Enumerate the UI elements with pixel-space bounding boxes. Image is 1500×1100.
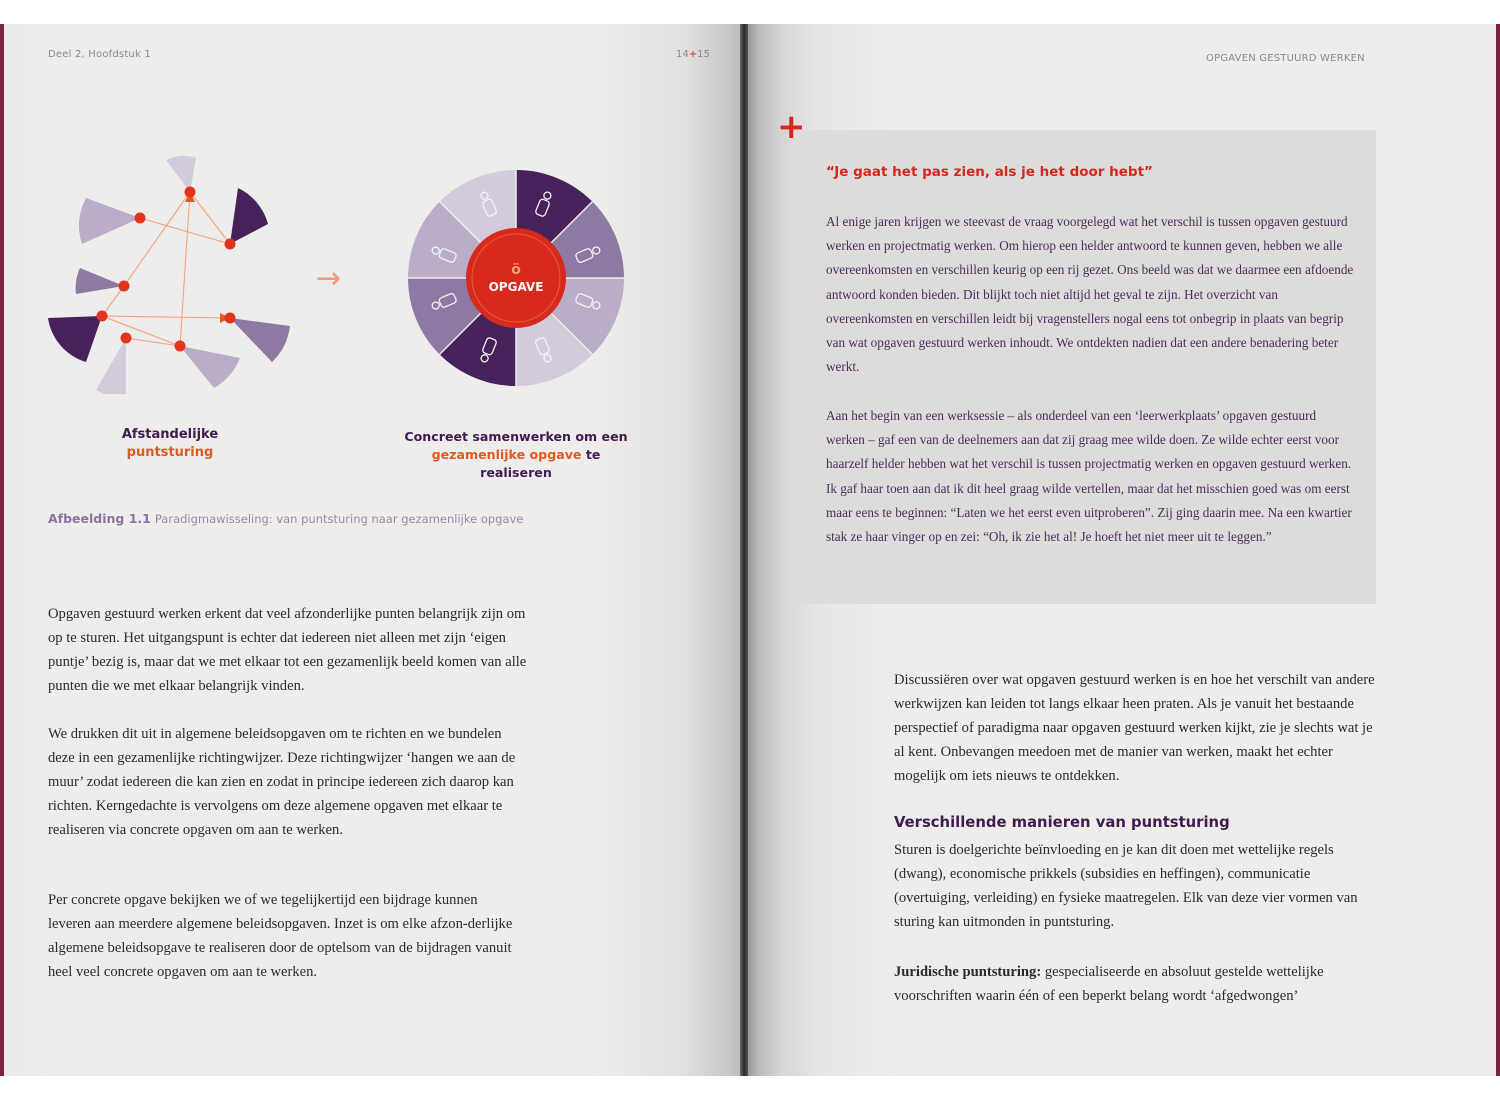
quote-paragraph-1: Al enige jaren krijgen we steevast de vraag voorgelegd wat het verschil is tussen opgaven gestuurd werken en projectmatig werken. Om hierop een helder antwoord te kunnen geven, hebben we alle overeenkomsten en verschillen keurig op een rij gezet. Ons beeld was dat we daarmee een afdoende antwoord konden bieden. Dit blijkt toch niet altijd het geval te zijn. Het overzicht van overeenkomsten en verschillen leidt bij vragenstellers nogal eens tot onbegrip in plaats van begrip van wat opgaven gestuurd werken inhoudt. We ontdekten nadien dat een andere benadering beter werkt.	[826, 214, 1354, 375]
point-node	[135, 213, 146, 224]
person-wedges	[48, 156, 290, 394]
person-wedge	[76, 268, 124, 294]
quote-box	[794, 130, 1376, 604]
body-paragraph-3: Per concrete opgave bekijken we of we tegelijkertijd een bijdrage kunnen leveren aan meerdere algemene beleidsopgaven. Inzet is om elke afzon-derlijke algemene beleidsopgave te realiseren door de optelsom van de bijdragen vanuit heel veel concrete opgaven om aan te werken.	[48, 892, 513, 980]
point-node	[175, 341, 186, 352]
person-wedge	[79, 198, 140, 244]
section-heading: Verschillende manieren van puntsturing	[894, 814, 1230, 831]
quote-paragraph-2: Aan het begin van een werksessie – als onderdeel van een ‘leerwerkplaats’ opgaven gestuurd werken – gaf een van de deelnemers aan dat zij graag mee wilde doen. Ze wilde echter eerst voor haarzelf helder hebben wat het verschil is tussen projectmatig werken en opgaven gestuurd werken. Ik gaf haar toen aan dat ik dit heel graag wilde vertellen, maar dat het misschien goed was om eerst maar eens te beginnen: “Laten we het eerst even uitproberen”. Zij ging daarin mee. Na een kwartier stak ze haar vinger op en zei: “Oh, ik zie het al! Je hoeft het niet meer uit te leggen.”	[826, 408, 1352, 545]
person-wedge	[48, 316, 102, 362]
connection-line	[102, 286, 124, 316]
person-wedge	[96, 338, 126, 394]
body-paragraph-2: We drukken dit uit in algemene beleidsopgaven om te richten en we bundelen deze in een gezamenlijke richtingwijzer. Deze richtingwijzer ‘hangen we aan de muur’ zodat iedereen die kan zien en zodat in principe iedereen zich daarop kan richten. Kerngedachte is vervolgens om deze algemene opgaven met elkaar te realiseren via concrete opgaven om aan te werken.	[48, 726, 516, 838]
connection-line	[124, 192, 190, 286]
point-node	[185, 187, 196, 198]
body-paragraph-discussion: Discussiëren over wat opgaven gestuurd werken is en hoe het verschilt van andere werkwijzen kan leiden tot langs elkaar heen praten. Als je vanuit het bestaande perspectief of paradigma naar opgaven gestuurd werken kijkt, zie je slechts wat je al kent. Onbevangen meedoen met de manier van werken, maakt het echter mogelijk om iets nieuws te ontdekken.	[894, 672, 1375, 784]
figure-caption-text: Paradigmawisseling: van puntsturing naar gezamenlijke opgave	[154, 512, 524, 526]
body-paragraph-juridical	[894, 960, 1380, 1008]
connection-line	[102, 316, 230, 318]
right-diagram-label	[396, 428, 636, 482]
page-numbers	[676, 49, 710, 60]
figure-caption-label: Afbeelding 1.1	[48, 511, 151, 526]
juridical-term: Juridische puntsturing:	[894, 964, 1042, 980]
right-label-rest: te realiseren	[480, 447, 601, 480]
left-label-line2: puntsturing	[126, 445, 214, 460]
person-wedge	[166, 156, 196, 192]
page-number-separator: +	[688, 49, 698, 60]
opgave-label: OPGAVE	[488, 280, 544, 294]
body-paragraph-steering: Sturen is doelgerichte beïnvloeding en je kan dit doen met wettelijke regels (dwang), economische prikkels (subsidies en heffingen), communicatie (overtuiging, verleiding) en fysieke maatregelen. Elk van deze vier vormen van sturing kan uitmonden in puntsturing.	[894, 842, 1358, 930]
book-gutter	[740, 24, 748, 1076]
left-page	[4, 24, 744, 1076]
running-head-left: Deel 2, Hoofdstuk 1	[48, 49, 151, 60]
plus-icon: +	[777, 107, 806, 147]
connection-line	[126, 338, 180, 346]
person-wedge	[230, 188, 268, 244]
person-wedge	[230, 318, 290, 362]
point-node	[119, 281, 130, 292]
connection-line	[190, 192, 230, 244]
quote-title: “Je gaat het pas zien, als je het door hebt”	[826, 164, 1153, 180]
juridical-definition: gespecialiseerde en absoluut gestelde wettelijke voorschriften waarin één of een beperkt belang wordt ‘afgedwongen’	[894, 964, 1324, 1004]
point-node	[121, 333, 132, 344]
left-diagram-label	[100, 426, 240, 462]
arrow-right-icon: →	[316, 261, 342, 296]
right-label-line1: Concreet samenwerken om een	[404, 429, 628, 444]
open-book	[0, 24, 1500, 1076]
opgave-center-circle	[466, 228, 566, 328]
opgave-wheel-diagram	[406, 168, 626, 388]
right-label-line2	[396, 446, 636, 482]
opgave-symbol-icon: ö	[511, 262, 521, 278]
figure-caption	[48, 511, 523, 526]
running-head-right: OPGAVEN GESTUURD WERKEN	[1206, 53, 1365, 64]
right-page	[744, 24, 1496, 1076]
body-paragraph-1: Opgaven gestuurd werken erkent dat veel afzonderlijke punten belangrijk zijn om op te sturen. Het uitgangspunt is echter dat iedereen niet alleen met zijn ‘eigen puntje’ bezig is, maar dat we met elkaar tot een gezamenlijk beeld komen van alle punten die we met elkaar belangrijk vinden.	[48, 606, 527, 694]
point-node	[97, 311, 108, 322]
page-number-left: 14	[676, 49, 689, 60]
connection-line	[180, 192, 190, 346]
left-label-line1: Afstandelijke	[121, 427, 219, 442]
scattered-points-diagram	[40, 154, 300, 394]
right-label-highlight: gezamenlijke opgave	[431, 447, 582, 462]
person-wedge	[180, 346, 240, 388]
point-node	[225, 313, 236, 324]
point-node	[225, 239, 236, 250]
connection-line	[102, 316, 180, 346]
connection-line	[140, 218, 230, 244]
page-number-right: 15	[697, 49, 710, 60]
